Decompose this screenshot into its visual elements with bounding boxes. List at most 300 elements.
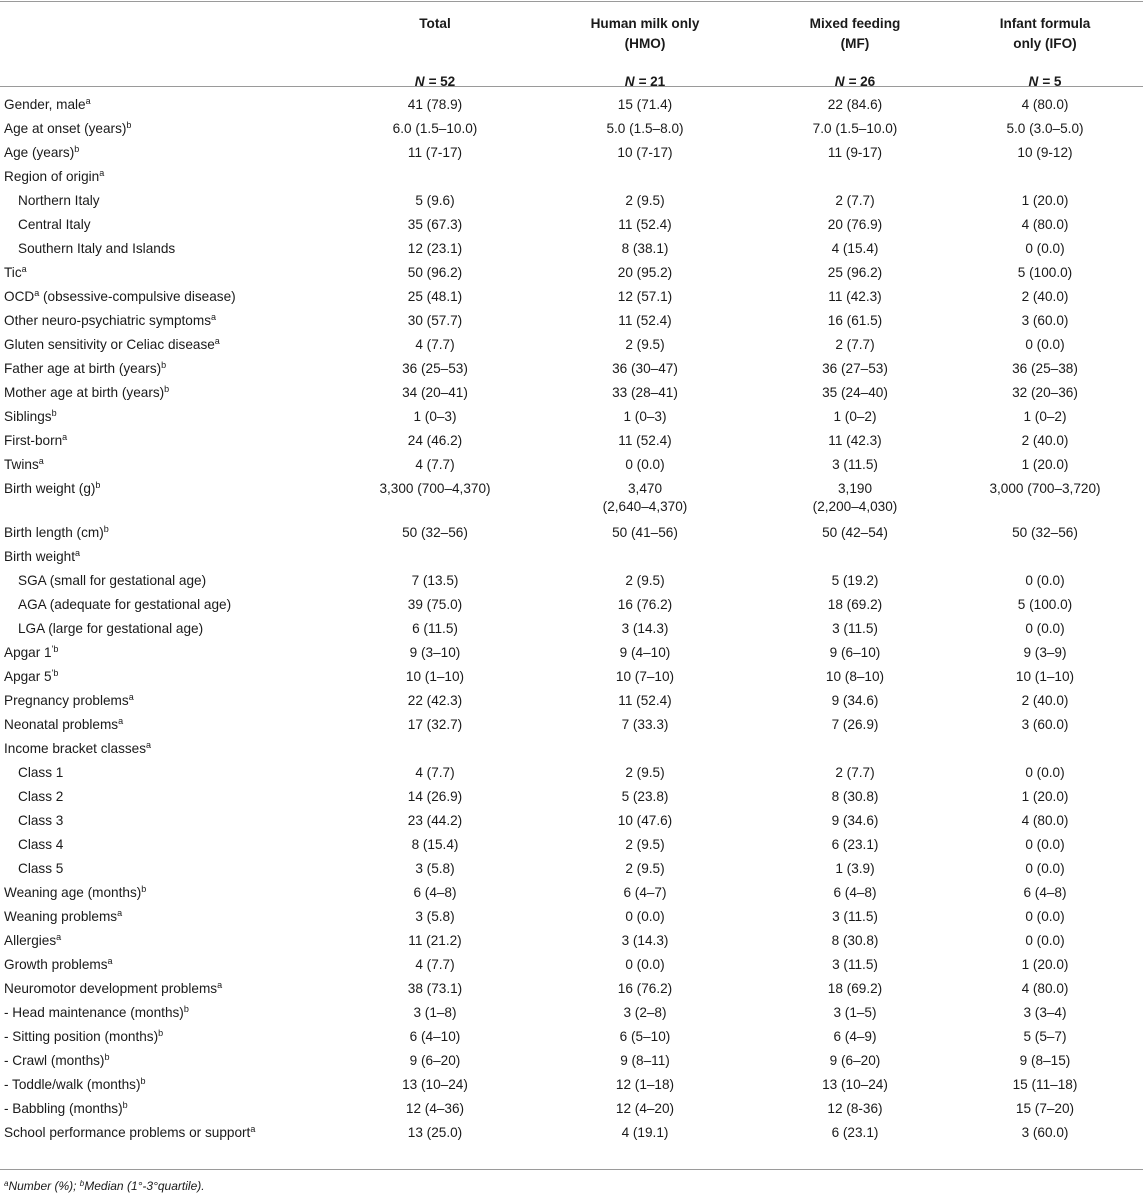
cell-value: 50 (41–56) <box>612 525 678 540</box>
cell-mf <box>755 860 955 878</box>
cell-value: 3 (5.8) <box>415 909 455 924</box>
cell-value: 50 (32–56) <box>1012 525 1078 540</box>
cell-value: 4 (7.7) <box>415 337 455 352</box>
row-label <box>4 1028 163 1046</box>
cell-ifo <box>945 716 1143 734</box>
cell-ifo <box>945 668 1143 686</box>
cell-hmo <box>545 980 745 998</box>
row-label-text: Class 2 <box>18 789 64 804</box>
cell-total <box>335 264 535 282</box>
table-row <box>0 687 1143 711</box>
cell-value: 1 (20.0) <box>1021 789 1069 804</box>
row-label-text: School performance problems or support <box>4 1125 251 1140</box>
row-label-superscript: a <box>146 740 152 750</box>
table-row <box>0 163 1143 187</box>
cell-value: 8 (30.8) <box>831 933 879 948</box>
row-label-superscript: a <box>117 908 123 918</box>
cell-hmo <box>545 620 745 638</box>
cell-ifo <box>945 96 1143 114</box>
cell-total <box>335 1028 535 1046</box>
row-label-superscript: b <box>141 884 147 894</box>
cell-value: 36 (27–53) <box>822 361 888 376</box>
row-label-text: Class 5 <box>18 861 64 876</box>
cell-value: 5 (100.0) <box>1017 597 1073 612</box>
cell-value: 4 (15.4) <box>831 241 879 256</box>
row-label-superscript: b <box>122 1100 128 1110</box>
cell-mf <box>755 1124 955 1142</box>
cell-mf <box>755 1052 955 1070</box>
cell-mf <box>755 240 955 258</box>
cell-value: 22 (42.3) <box>407 693 463 708</box>
cell-ifo <box>945 836 1143 854</box>
cell-total <box>335 764 535 782</box>
row-label-text: Northern Italy <box>18 193 100 208</box>
row-label <box>18 216 91 234</box>
row-label-superscript: a <box>99 168 105 178</box>
row-label <box>4 980 222 998</box>
cell-mf <box>755 716 955 734</box>
cell-ifo <box>945 932 1143 950</box>
row-label-superscript: 'b <box>51 644 59 654</box>
row-label <box>4 908 122 926</box>
cell-value: 11 (52.4) <box>618 217 672 232</box>
cell-mf <box>755 360 955 378</box>
row-label <box>4 524 109 542</box>
cell-value: 9 (8–11) <box>620 1053 670 1068</box>
table-row <box>0 259 1143 283</box>
cell-value: 4 (80.0) <box>1021 97 1069 112</box>
table-row <box>0 451 1143 475</box>
cell-hmo <box>545 432 745 450</box>
row-label <box>4 480 100 498</box>
table-row <box>0 999 1143 1023</box>
table-row <box>0 1119 1143 1143</box>
header-name-line1: Mixed feeding <box>809 16 901 31</box>
cell-value: 15 (71.4) <box>617 97 673 112</box>
table-row <box>0 951 1143 975</box>
cell-value: 3,300 (700–4,370) <box>379 481 491 496</box>
cell-value: 6 (4–9) <box>833 1029 877 1044</box>
row-label-superscript: a <box>128 692 134 702</box>
cell-value: 1 (20.0) <box>1021 193 1069 208</box>
cell-value: 1 (20.0) <box>1021 457 1069 472</box>
cell-value: 30 (57.7) <box>407 313 463 328</box>
row-label-text: Central Italy <box>18 217 91 232</box>
cell-value: 36 (25–53) <box>402 361 468 376</box>
cell-hmo <box>545 668 745 686</box>
cell-value: 12 (23.1) <box>407 241 463 256</box>
table-row <box>0 235 1143 259</box>
cell-total <box>335 1124 535 1142</box>
row-label <box>4 1004 189 1022</box>
table-row <box>0 475 1143 519</box>
cell-value: 6 (11.5) <box>412 621 458 636</box>
cell-value: 2 (7.7) <box>835 337 875 352</box>
row-label-text: Weaning age (months) <box>4 885 142 900</box>
cell-value: 0 (0.0) <box>625 957 665 972</box>
row-label-superscript: a <box>62 432 68 442</box>
cell-ifo <box>945 692 1143 710</box>
row-label <box>4 168 104 186</box>
row-label <box>4 1076 146 1094</box>
table-row <box>0 615 1143 639</box>
cell-hmo <box>545 1052 745 1070</box>
table-row <box>0 283 1143 307</box>
cell-ifo <box>945 240 1143 258</box>
header-n: N = 21 <box>624 74 666 89</box>
cell-value: 22 (84.6) <box>827 97 883 112</box>
cell-value: 5 (5–7) <box>1023 1029 1067 1044</box>
table-row <box>0 307 1143 331</box>
cell-value: 3 (2–8) <box>623 1005 667 1020</box>
cell-value: 2 (9.5) <box>625 573 665 588</box>
cell-hmo <box>545 836 745 854</box>
cell-value: 6 (4–7) <box>623 885 667 900</box>
row-label-text: - Toddle/walk (months) <box>4 1077 141 1092</box>
cell-value: 11 (52.4) <box>618 693 672 708</box>
row-label <box>18 620 203 638</box>
table-row <box>0 543 1143 567</box>
cell-value: 39 (75.0) <box>407 597 463 612</box>
cell-value: 9 (34.6) <box>831 693 879 708</box>
row-label-text: Growth problems <box>4 957 108 972</box>
cell-total <box>335 96 535 114</box>
cell-value: 1 (3.9) <box>835 861 875 876</box>
cell-value: 0 (0.0) <box>1025 337 1065 352</box>
row-label-text: LGA (large for gestational age) <box>18 621 204 636</box>
cell-value: 3 (60.0) <box>1021 717 1069 732</box>
row-label <box>4 264 27 282</box>
row-label <box>18 860 63 878</box>
table-row <box>0 903 1143 927</box>
cell-value: 15 (7–20) <box>1015 1101 1075 1116</box>
header-total <box>335 14 535 89</box>
cell-value: 9 (6–10) <box>829 645 881 660</box>
table-row <box>0 1095 1143 1119</box>
cell-value: 3 (11.5) <box>832 909 878 924</box>
table-row <box>0 639 1143 663</box>
row-label-superscript: b <box>183 1004 189 1014</box>
cell-ifo <box>945 908 1143 926</box>
row-label-superscript: a <box>38 456 44 466</box>
row-label-text: Siblings <box>4 409 52 424</box>
header-n: N = 26 <box>834 74 876 89</box>
row-label <box>4 96 91 114</box>
cell-hmo <box>545 716 745 734</box>
cell-hmo <box>545 1028 745 1046</box>
cell-value: 4 (80.0) <box>1021 813 1069 828</box>
cell-value: 10 (9-12) <box>1017 145 1073 160</box>
row-label-text: SGA (small for gestational age) <box>18 573 207 588</box>
cell-value: 13 (10–24) <box>402 1077 468 1092</box>
row-label-text: Birth weight <box>4 549 76 564</box>
cell-ifo <box>945 1052 1143 1070</box>
cell-value-line2: (2,640–4,370) <box>602 499 688 514</box>
cell-value: 3 (11.5) <box>832 957 878 972</box>
cell-mf <box>755 312 955 330</box>
cell-value: 38 (73.1) <box>407 981 463 996</box>
cell-total <box>335 1076 535 1094</box>
header-ifo <box>945 14 1143 89</box>
cell-total <box>335 432 535 450</box>
table-row <box>0 663 1143 687</box>
cell-value: 8 (15.4) <box>411 837 459 852</box>
cell-mf <box>755 480 955 516</box>
row-label <box>4 360 166 378</box>
cell-hmo <box>545 288 745 306</box>
row-label-superscript: b <box>161 360 167 370</box>
cell-value: 6 (4–10) <box>409 1029 461 1044</box>
cell-value: 7 (13.5) <box>411 573 459 588</box>
cell-value: 3,470 <box>627 481 663 496</box>
cell-value: 6 (5–10) <box>619 1029 671 1044</box>
row-label <box>18 240 175 258</box>
cell-hmo <box>545 860 745 878</box>
cell-value: 6 (23.1) <box>831 1125 879 1140</box>
cell-value: 0 (0.0) <box>625 909 665 924</box>
cell-total <box>335 336 535 354</box>
row-label-superscript: a <box>21 264 27 274</box>
cell-total <box>335 216 535 234</box>
cell-mf <box>755 932 955 950</box>
cell-value: 15 (11–18) <box>1012 1077 1078 1092</box>
cell-value: 10 (1–10) <box>1015 669 1075 684</box>
cell-value: 32 (20–36) <box>1012 385 1078 400</box>
cell-hmo <box>545 240 745 258</box>
row-label-superscript: b <box>103 524 109 534</box>
row-label <box>18 572 206 590</box>
cell-ifo <box>945 764 1143 782</box>
cell-value: 7.0 (1.5–10.0) <box>812 121 898 136</box>
footnote-b-text: Median (1°-3°quartile). <box>84 1179 205 1193</box>
cell-value: 11 (42.3) <box>828 433 882 448</box>
cell-hmo <box>545 96 745 114</box>
cell-value: 1 (0–3) <box>623 409 667 424</box>
cell-hmo <box>545 384 745 402</box>
cell-value: 9 (3–9) <box>1023 645 1067 660</box>
cell-total <box>335 788 535 806</box>
cell-value: 12 (57.1) <box>617 289 673 304</box>
cell-hmo <box>545 360 745 378</box>
row-label-superscript: a <box>250 1124 256 1134</box>
cell-mf <box>755 408 955 426</box>
cell-value: 23 (44.2) <box>407 813 463 828</box>
row-label-superscript: b <box>74 144 80 154</box>
row-label-text: Apgar 1 <box>4 645 52 660</box>
cell-value: 0 (0.0) <box>1025 837 1065 852</box>
row-label-text: Income bracket classes <box>4 741 147 756</box>
cell-value: 9 (6–20) <box>829 1053 881 1068</box>
cell-value: 9 (8–15) <box>1019 1053 1071 1068</box>
cell-hmo <box>545 192 745 210</box>
cell-value: 1 (0–2) <box>833 409 877 424</box>
cell-value: 17 (32.7) <box>407 717 463 732</box>
row-label <box>18 596 231 614</box>
table-row <box>0 711 1143 735</box>
table-row <box>0 379 1143 403</box>
cell-hmo <box>545 456 745 474</box>
cell-mf <box>755 956 955 974</box>
cell-value: 4 (7.7) <box>415 765 455 780</box>
row-label-superscript: b <box>164 384 170 394</box>
cell-total <box>335 836 535 854</box>
row-label <box>4 456 44 474</box>
cell-hmo <box>545 408 745 426</box>
footnote-mark-a: a <box>4 1179 9 1188</box>
row-label-superscript: b <box>51 408 57 418</box>
cell-ifo <box>945 524 1143 542</box>
table-row <box>0 759 1143 783</box>
table-row <box>0 879 1143 903</box>
cell-total <box>335 1052 535 1070</box>
cell-ifo <box>945 432 1143 450</box>
cell-value: 7 (26.9) <box>831 717 879 732</box>
cell-total <box>335 1004 535 1022</box>
cell-value: 5.0 (1.5–8.0) <box>606 121 684 136</box>
cell-mf <box>755 884 955 902</box>
cell-value: 1 (20.0) <box>1021 957 1069 972</box>
row-label-superscript: a <box>34 288 40 298</box>
cell-value: 3 (60.0) <box>1021 313 1069 328</box>
row-label-superscript: a <box>217 980 223 990</box>
header-name-line1: Human milk only <box>590 16 700 31</box>
cell-total <box>335 524 535 542</box>
cell-value: 5 (23.8) <box>621 789 669 804</box>
cell-value: 3 (11.5) <box>832 621 878 636</box>
cell-value: 2 (9.5) <box>625 193 665 208</box>
row-label-text: Class 3 <box>18 813 64 828</box>
table-row <box>0 1023 1143 1047</box>
cell-value: 6 (23.1) <box>831 837 879 852</box>
table-row <box>0 519 1143 543</box>
cell-hmo <box>545 1100 745 1118</box>
row-label <box>4 1052 109 1070</box>
cell-mf <box>755 644 955 662</box>
header-n: N = 52 <box>414 74 456 89</box>
cell-hmo <box>545 1004 745 1022</box>
row-label-text: Age (years) <box>4 145 75 160</box>
cell-value: 4 (7.7) <box>415 457 455 472</box>
cell-value: 12 (1–18) <box>615 1077 675 1092</box>
cell-ifo <box>945 1076 1143 1094</box>
cell-value: 2 (7.7) <box>835 193 875 208</box>
table-row <box>0 139 1143 163</box>
cell-hmo <box>545 812 745 830</box>
cell-value: 4 (19.1) <box>621 1125 669 1140</box>
row-label-superscript: b <box>104 1052 110 1062</box>
cell-value: 5 (9.6) <box>415 193 455 208</box>
table-row <box>0 975 1143 999</box>
header-hmo <box>545 14 745 89</box>
cell-total <box>335 692 535 710</box>
cell-value: 3,000 (700–3,720) <box>989 481 1101 496</box>
row-label-superscript: a <box>85 96 91 106</box>
row-label <box>4 548 80 566</box>
cell-value-line2: (2,200–4,030) <box>812 499 898 514</box>
cell-value: 6 (4–8) <box>833 885 877 900</box>
row-label <box>18 764 63 782</box>
cell-value: 10 (7–10) <box>615 669 675 684</box>
cell-value: 0 (0.0) <box>1025 573 1065 588</box>
row-label-superscript: b <box>140 1076 146 1086</box>
cell-value: 10 (47.6) <box>617 813 673 828</box>
cell-total <box>335 288 535 306</box>
cell-hmo <box>545 764 745 782</box>
table-row <box>0 735 1143 759</box>
cell-ifo <box>945 456 1143 474</box>
cell-ifo <box>945 264 1143 282</box>
row-label <box>4 384 169 402</box>
header-name-line2: (MF) <box>840 36 870 51</box>
cell-value: 10 (7-17) <box>617 145 673 160</box>
cell-value: 5 (100.0) <box>1017 265 1073 280</box>
row-label <box>4 932 61 950</box>
table-row <box>0 567 1143 591</box>
cell-hmo <box>545 1076 745 1094</box>
cell-total <box>335 908 535 926</box>
row-label-text: First-born <box>4 433 63 448</box>
table-row <box>0 403 1143 427</box>
cell-mf <box>755 432 955 450</box>
table-row <box>0 355 1143 379</box>
cell-hmo <box>545 572 745 590</box>
table-row <box>0 807 1143 831</box>
row-label-text: - Sitting position (months) <box>4 1029 159 1044</box>
cell-ifo <box>945 408 1143 426</box>
row-label-suffix: (obsessive-compulsive disease) <box>39 289 236 304</box>
cell-hmo <box>545 524 745 542</box>
cell-mf <box>755 1004 955 1022</box>
cell-value: 16 (76.2) <box>617 981 673 996</box>
row-label-text: Allergies <box>4 933 57 948</box>
cell-value: 6.0 (1.5–10.0) <box>392 121 478 136</box>
row-label-text: Southern Italy and Islands <box>18 241 176 256</box>
cell-total <box>335 456 535 474</box>
row-label <box>18 788 63 806</box>
cell-ifo <box>945 860 1143 878</box>
cell-total <box>335 884 535 902</box>
cell-mf <box>755 764 955 782</box>
cell-value: 6 (4–8) <box>413 885 457 900</box>
header-name-line2: only (IFO) <box>1013 36 1077 51</box>
cell-total <box>335 644 535 662</box>
header-n: N = 5 <box>1028 74 1062 89</box>
cell-value: 24 (46.2) <box>407 433 463 448</box>
cell-mf <box>755 336 955 354</box>
cell-total <box>335 144 535 162</box>
cell-value: 11 (52.4) <box>618 313 672 328</box>
table-row <box>0 1047 1143 1071</box>
cell-hmo <box>545 644 745 662</box>
row-label-text: Tic <box>4 265 22 280</box>
cell-total <box>335 312 535 330</box>
row-label <box>4 1124 255 1142</box>
cell-mf <box>755 908 955 926</box>
table-row <box>0 91 1143 115</box>
top-rule <box>0 1 1143 2</box>
cell-ifo <box>945 572 1143 590</box>
cell-total <box>335 1100 535 1118</box>
cell-value: 3 (14.3) <box>621 621 669 636</box>
cell-value: 35 (67.3) <box>407 217 463 232</box>
cell-hmo <box>545 908 745 926</box>
row-label-superscript: 'b <box>51 668 59 678</box>
cell-ifo <box>945 644 1143 662</box>
cell-ifo <box>945 384 1143 402</box>
cell-ifo <box>945 1100 1143 1118</box>
cell-value: 34 (20–41) <box>402 385 468 400</box>
row-label <box>4 668 58 686</box>
